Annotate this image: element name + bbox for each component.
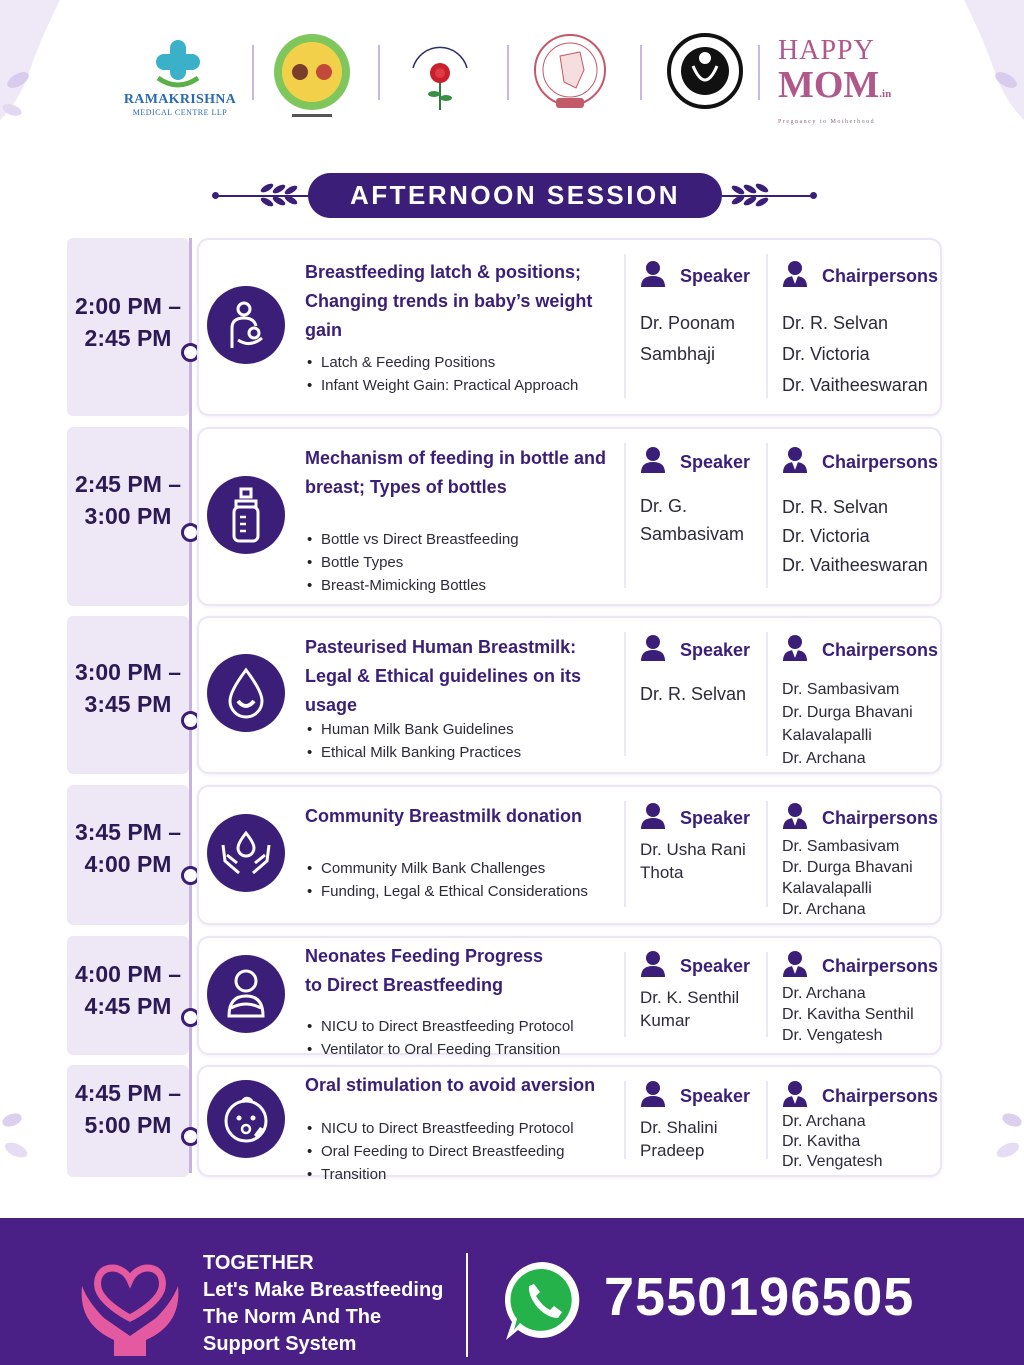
chairpersons-heading	[782, 950, 938, 983]
session-topic	[305, 1071, 625, 1100]
time-end: 4:00 PM	[84, 851, 172, 877]
mom-domain: .in	[879, 88, 892, 100]
column-divider	[766, 1081, 768, 1159]
time-range	[67, 656, 189, 720]
column-divider	[624, 254, 626, 398]
bullet-item: • Breast-Mimicking Bottles	[305, 574, 625, 597]
chairperson-name: Dr. Sambasivam	[782, 681, 900, 698]
chairperson-icon	[782, 950, 822, 983]
chairperson-name: Dr. Archana	[782, 901, 866, 918]
chairperson-names	[782, 493, 928, 580]
bullet-item: • Latch & Feeding Positions	[305, 351, 625, 374]
footer-line: Let's Make Breastfeeding	[203, 1279, 444, 1301]
chairperson-name: Dr. Archana	[782, 1113, 866, 1130]
speaker-heading	[640, 260, 750, 293]
heart-hands-icon	[74, 1240, 186, 1358]
chairperson-name: Kalavalapalli	[782, 727, 872, 744]
chairpersons-heading	[782, 634, 938, 667]
bullet-item: • Ethical Milk Banking Practices	[305, 741, 625, 764]
speaker-names	[640, 492, 744, 548]
chairpersons-label: Chairpersons	[822, 452, 939, 472]
baby-face-icon	[207, 1080, 285, 1158]
topic-line: Breastfeeding latch & positions;	[305, 262, 582, 282]
topic-line: Changing trends in baby’s weight gain	[305, 291, 593, 340]
column-divider	[766, 254, 768, 398]
happy-mom-tagline: Pregnancy to Motherhood	[778, 119, 876, 125]
bullet-item: • Infant Weight Gain: Practical Approach	[305, 374, 625, 397]
mom-text: MOM	[778, 64, 880, 106]
mother-baby-icon	[207, 286, 285, 364]
column-divider	[624, 952, 626, 1037]
time-start: 2:00 PM –	[74, 293, 182, 319]
tnfog-logo	[532, 30, 608, 112]
birth-beyond-logo	[272, 32, 352, 120]
speaker-heading	[640, 802, 750, 835]
title-ornament-dot	[810, 192, 817, 199]
chairperson-name: Dr. Sambasivam	[782, 838, 900, 855]
speaker-heading	[640, 950, 750, 983]
speaker-icon	[640, 634, 680, 667]
session-topic	[305, 258, 625, 345]
topic-bullets	[305, 1015, 625, 1061]
hands-drop-icon	[207, 814, 285, 892]
time-range	[67, 468, 189, 532]
speaker-label: Speaker	[680, 1086, 751, 1106]
speaker-name: Dr. G.	[640, 496, 688, 516]
speaker-names	[640, 308, 735, 370]
chairperson-names	[782, 308, 928, 401]
ramakrishna-name: RAMAKRISHNA	[123, 92, 237, 107]
speaker-name: Dr. Shalini	[640, 1118, 718, 1137]
session-card	[197, 238, 942, 416]
time-range	[67, 1077, 189, 1141]
baby-icon	[207, 955, 285, 1033]
session-card	[197, 1065, 942, 1183]
speaker-name: Kumar	[640, 1011, 691, 1030]
chairperson-name: Dr. Vaitheeswaran	[782, 375, 928, 395]
session-card	[197, 616, 942, 774]
chairperson-names	[782, 983, 914, 1046]
timeline-line	[189, 238, 192, 1173]
time-start: 4:45 PM –	[74, 1080, 182, 1106]
time-range	[67, 290, 189, 354]
session-card	[197, 427, 942, 606]
speaker-name: Sambhaji	[640, 344, 716, 364]
topic-line: Neonates Feeding Progress	[305, 946, 544, 966]
floral-decoration-right	[984, 1100, 1024, 1180]
speaker-name: Dr. Usha Rani	[640, 840, 746, 859]
floral-decoration-top-left	[0, 0, 70, 140]
chairpersons-label: Chairpersons	[822, 640, 939, 660]
ramakrishna-logo	[148, 38, 208, 90]
speaker-icon	[640, 802, 680, 835]
speaker-label: Speaker	[680, 640, 751, 660]
speaker-name: Dr. K. Senthil	[640, 988, 740, 1007]
footer-message	[203, 1250, 443, 1358]
chairpersons-heading	[782, 802, 938, 835]
bullet-item: • NICU to Direct Breastfeeding Protocol	[305, 1015, 625, 1038]
topic-line: Community Breastmilk donation	[305, 806, 583, 826]
speaker-heading	[640, 634, 750, 667]
column-divider	[624, 443, 626, 588]
bullet-item: • Human Milk Bank Guidelines	[305, 718, 625, 741]
bullet-item: • Community Milk Bank Challenges	[305, 857, 625, 880]
bullet-item: • NICU to Direct Breastfeeding Protocol	[305, 1117, 625, 1140]
column-divider	[766, 443, 768, 588]
bullet-item: • Ventilator to Oral Feeding Transition	[305, 1038, 625, 1061]
topic-bullets	[305, 857, 625, 903]
speaker-name: Thota	[640, 863, 684, 882]
chairperson-name: Dr. Durga Bhavani	[782, 704, 913, 721]
session-topic	[305, 633, 625, 720]
session-title: AFTERNOON SESSION	[308, 173, 722, 218]
bullet-item: • Bottle Types	[305, 551, 625, 574]
column-divider	[624, 632, 626, 756]
chairperson-icon	[782, 1080, 822, 1113]
column-divider	[766, 952, 768, 1037]
time-end: 3:45 PM	[84, 691, 172, 717]
ramakrishna-text	[122, 92, 238, 117]
topic-bullets	[305, 718, 625, 764]
laurel-left-icon	[255, 180, 303, 210]
speaker-names	[640, 986, 739, 1032]
footer-line: Support System	[203, 1333, 357, 1355]
chairpersons-label: Chairpersons	[822, 266, 939, 286]
logo-separator	[758, 45, 760, 100]
milk-drop-icon	[207, 654, 285, 732]
time-end: 4:45 PM	[84, 993, 172, 1019]
speaker-name: Dr. R. Selvan	[640, 684, 747, 704]
chairperson-names	[782, 836, 913, 920]
chairperson-icon	[782, 260, 822, 293]
chairpersons-label: Chairpersons	[822, 808, 939, 828]
topic-line: to Direct Breastfeeding	[305, 975, 504, 995]
session-topic	[305, 444, 625, 502]
session-card	[197, 785, 942, 925]
speaker-label: Speaker	[680, 452, 751, 472]
column-divider	[766, 801, 768, 907]
chairperson-name: Dr. Vengatesh	[782, 1153, 883, 1170]
topic-line: Mechanism of feeding in bottle and	[305, 448, 607, 468]
bullet-item: • Oral Feeding to Direct Breastfeeding	[305, 1140, 625, 1163]
chairpersons-label: Chairpersons	[822, 956, 939, 976]
topic-line: Legal & Ethical guidelines on its usage	[305, 666, 582, 715]
happy-text: HAPPY	[778, 35, 875, 66]
session-card	[197, 936, 942, 1058]
speaker-icon	[640, 1080, 680, 1113]
phone-number[interactable]: 7550196505	[604, 1267, 915, 1327]
chairperson-names	[782, 678, 913, 770]
topic-line: Oral stimulation to avoid aversion	[305, 1075, 596, 1095]
chairperson-name: Dr. Archana	[782, 985, 866, 1002]
chairpersons-heading	[782, 1080, 938, 1113]
chairperson-name: Kalavalapalli	[782, 880, 872, 897]
session-topic	[305, 802, 625, 831]
chairperson-name: Dr. Kavitha	[782, 1133, 861, 1150]
speaker-label: Speaker	[680, 808, 751, 828]
topic-line: Pasteurised Human Breastmilk:	[305, 637, 577, 657]
time-range	[67, 816, 189, 880]
chairperson-icon	[782, 802, 822, 835]
chairperson-name: Dr. Durga Bhavani	[782, 859, 913, 876]
logo-separator	[640, 45, 642, 100]
speaker-names	[640, 838, 746, 884]
logo-separator	[507, 45, 509, 100]
title-ornament-line	[722, 195, 812, 197]
speaker-heading	[640, 1080, 750, 1113]
speaker-icon	[640, 260, 680, 293]
column-divider	[624, 1081, 626, 1159]
whatsapp-icon[interactable]	[498, 1256, 588, 1346]
chairperson-name: Dr. Victoria	[782, 526, 870, 546]
speaker-heading	[640, 446, 750, 479]
topic-bullets	[305, 351, 625, 397]
column-divider	[766, 632, 768, 756]
chairpersons-heading	[782, 260, 938, 293]
speaker-label: Speaker	[680, 956, 751, 976]
session-topic	[305, 942, 625, 1000]
time-range	[67, 958, 189, 1022]
topic-line: breast; Types of bottles	[305, 477, 507, 497]
footer-line: TOGETHER	[203, 1252, 314, 1274]
chairperson-name: Dr. Archana	[782, 750, 866, 767]
chairperson-icon	[782, 634, 822, 667]
chairpersons-label: Chairpersons	[822, 1086, 939, 1106]
floral-decoration-left	[0, 1100, 40, 1180]
iap-logo	[405, 28, 475, 118]
chairperson-name: Dr. Vaitheeswaran	[782, 555, 928, 575]
chairperson-name: Dr. Vengatesh	[782, 1027, 883, 1044]
time-start: 3:00 PM –	[74, 659, 182, 685]
logo-separator	[252, 45, 254, 100]
chairperson-name: Dr. Kavitha Senthil	[782, 1006, 914, 1023]
ramakrishna-subtitle: MEDICAL CENTRE LLP	[132, 108, 228, 117]
baby-bottle-icon	[207, 476, 285, 554]
time-start: 4:00 PM –	[74, 961, 182, 987]
speaker-name: Dr. Poonam	[640, 313, 736, 333]
bullet-item: • Bottle vs Direct Breastfeeding	[305, 528, 625, 551]
speaker-icon	[640, 950, 680, 983]
time-end: 3:00 PM	[84, 503, 172, 529]
time-end: 2:45 PM	[84, 325, 172, 351]
bullet-item: • Funding, Legal & Ethical Considerations	[305, 880, 625, 903]
floral-decoration-top-right	[954, 0, 1024, 140]
time-start: 3:45 PM –	[74, 819, 182, 845]
speaker-icon	[640, 446, 680, 479]
footer-divider	[466, 1253, 468, 1357]
column-divider	[624, 801, 626, 907]
speaker-names	[640, 680, 746, 708]
logo-separator	[378, 45, 380, 100]
chairperson-name: Dr. R. Selvan	[782, 313, 889, 333]
chairperson-icon	[782, 446, 822, 479]
footer-line: The Norm And The	[203, 1306, 382, 1328]
time-end: 5:00 PM	[84, 1112, 172, 1138]
nutrition-society-logo	[666, 30, 744, 112]
speaker-names	[640, 1116, 717, 1162]
time-start: 2:45 PM –	[74, 471, 182, 497]
chairpersons-heading	[782, 446, 938, 479]
chairperson-names	[782, 1112, 883, 1172]
speaker-label: Speaker	[680, 266, 751, 286]
chairperson-name: Dr. R. Selvan	[782, 497, 889, 517]
topic-bullets	[305, 1117, 625, 1186]
chairperson-name: Dr. Victoria	[782, 344, 870, 364]
speaker-name: Pradeep	[640, 1141, 705, 1160]
speaker-name: Sambasivam	[640, 524, 745, 544]
topic-bullets	[305, 528, 625, 597]
happy-mom-logo	[778, 36, 891, 125]
bullet-item: • Transition	[305, 1163, 625, 1186]
